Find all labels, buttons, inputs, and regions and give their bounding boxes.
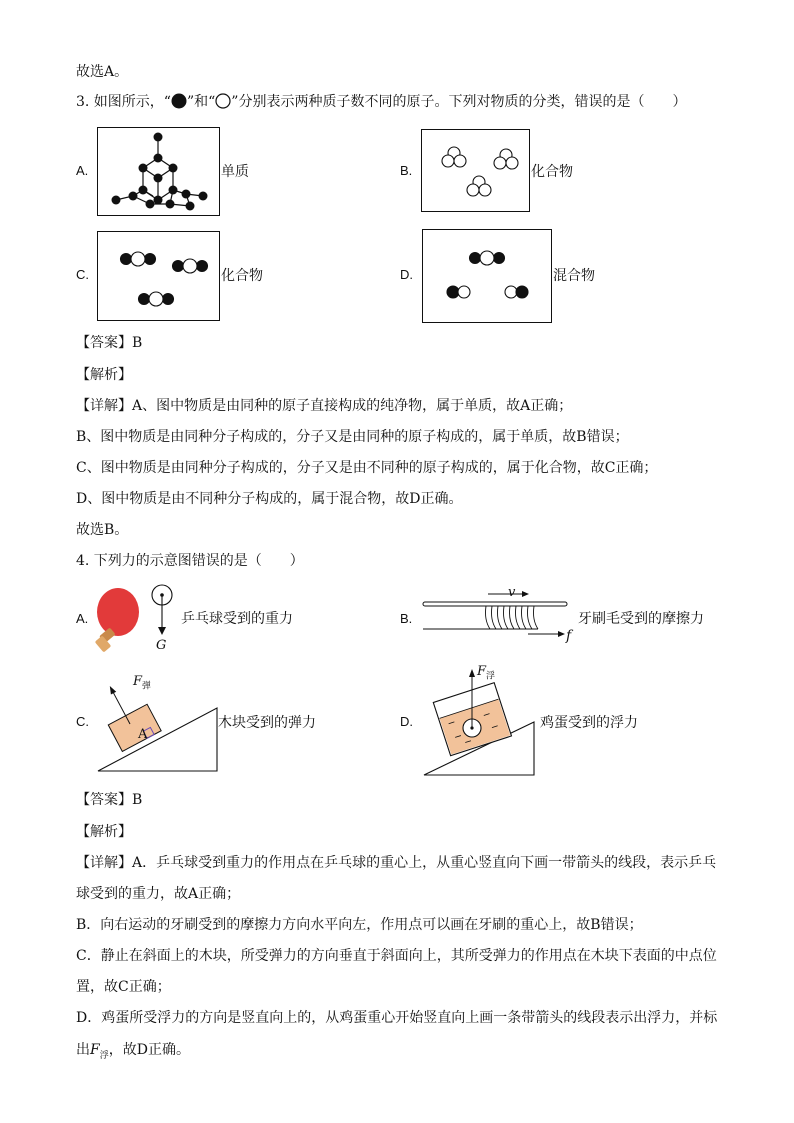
force-subscript: 浮 <box>99 1050 109 1061</box>
option-c-caption: 化合物 <box>221 268 263 284</box>
option-b-caption: 化合物 <box>531 164 573 180</box>
detail-line: D．鸡蛋所受浮力的方向是竖直向上的，从鸡蛋重心开始竖直向上画一条带箭头的线段表示出浮力，并标 <box>76 1010 718 1026</box>
question-4-stem: 4. 下列力的示意图错误的是（ ） <box>76 553 304 569</box>
detail-line <box>76 1040 190 1066</box>
detail-line: 置，故C正确； <box>76 979 171 995</box>
detail-line: 球受到的重力，故A正确； <box>76 886 241 902</box>
option-a-caption: 乒乓球受到的重力 <box>181 611 293 627</box>
option-a-caption: 单质 <box>221 164 249 180</box>
option-a-label: A. <box>76 163 89 178</box>
detail-line: 【详解】A．乒乓球受到重力的作用点在乒乓球的重心上，从重心竖直向下画一带箭头的线段，表示乒乓 <box>76 855 717 871</box>
detail-line: B．向右运动的牙刷受到的摩擦力方向水平向左，作用点可以画在牙刷的重心上，故B错误； <box>76 917 643 933</box>
toothbrush-diagram <box>420 584 580 654</box>
block-on-incline-diagram <box>96 672 221 774</box>
answer-line: 【答案】B <box>76 792 143 808</box>
detail-line: 【详解】A、图中物质是由同种的原子直接构成的纯净物，属于单质，故A正确； <box>76 398 573 414</box>
option-b-label: B. <box>400 611 413 626</box>
option-a-label: A. <box>76 611 89 626</box>
black-atom-icon <box>171 93 187 109</box>
force-subscript: 弹 <box>142 681 152 692</box>
velocity-symbol: v <box>508 585 516 600</box>
ping-pong-diagram <box>96 582 186 654</box>
text-line: 故选B。 <box>76 522 129 538</box>
elastic-force-symbol <box>133 674 151 692</box>
answer-line: 【答案】B <box>76 335 143 351</box>
option-c-label: C. <box>76 714 89 729</box>
text-part: 出 <box>76 1042 90 1058</box>
option-b-label: B. <box>400 163 413 178</box>
force-symbol: F <box>477 664 487 679</box>
white-atom-icon <box>215 93 231 109</box>
option-d-caption: 混合物 <box>553 268 595 284</box>
force-symbol: F <box>133 674 143 689</box>
detail-line: C、图中物质是由同种分子构成的，分子又是由不同种的原子构成的，属于化合物，故C正确； <box>76 460 658 476</box>
option-c-diagram <box>97 231 220 321</box>
gravity-symbol: G <box>156 638 167 653</box>
compound-molecules-diagram <box>98 232 219 320</box>
friction-symbol: f <box>566 628 572 644</box>
option-c-label: C. <box>76 267 89 282</box>
text-part: ，故D正确。 <box>108 1042 190 1058</box>
option-b-diagram <box>421 129 530 212</box>
mixture-molecules-diagram <box>423 230 551 322</box>
block-label: A <box>138 727 148 742</box>
detail-line: B、图中物质是由同种分子构成的，分子又是由同种的原子构成的，属于单质，故B错误； <box>76 429 629 445</box>
option-d-label: D. <box>400 267 413 282</box>
option-c-caption: 木块受到的弹力 <box>218 715 316 731</box>
triatomic-molecules-diagram <box>422 130 529 211</box>
option-d-caption: 鸡蛋受到的浮力 <box>540 715 638 731</box>
element-structure-diagram <box>98 128 219 215</box>
option-d-diagram <box>422 229 552 323</box>
option-a-diagram <box>97 127 220 216</box>
analysis-heading: 【解析】 <box>76 824 132 840</box>
question-3-stem <box>76 92 686 112</box>
option-b-caption: 牙刷毛受到的摩擦力 <box>578 611 704 627</box>
stem-part: 3. 如图所示，“ <box>76 94 171 110</box>
force-symbol: F <box>90 1042 100 1058</box>
text-line: 故选A。 <box>76 64 129 80</box>
stem-part: ”分别表示两种质子数不同的原子。下列对物质的分类，错误的是（ ） <box>231 94 687 110</box>
buoyancy-symbol <box>477 664 495 682</box>
detail-line: C．静止在斜面上的木块，所受弹力的方向垂直于斜面向上，其所受弹力的作用点在木块下表面的中点位 <box>76 948 717 964</box>
analysis-heading: 【解析】 <box>76 367 132 383</box>
detail-line: D、图中物质是由不同种分子构成的，属于混合物，故D正确。 <box>76 491 463 507</box>
stem-part: ”和“ <box>186 94 216 110</box>
option-d-label: D. <box>400 714 413 729</box>
force-subscript: 浮 <box>486 671 496 682</box>
